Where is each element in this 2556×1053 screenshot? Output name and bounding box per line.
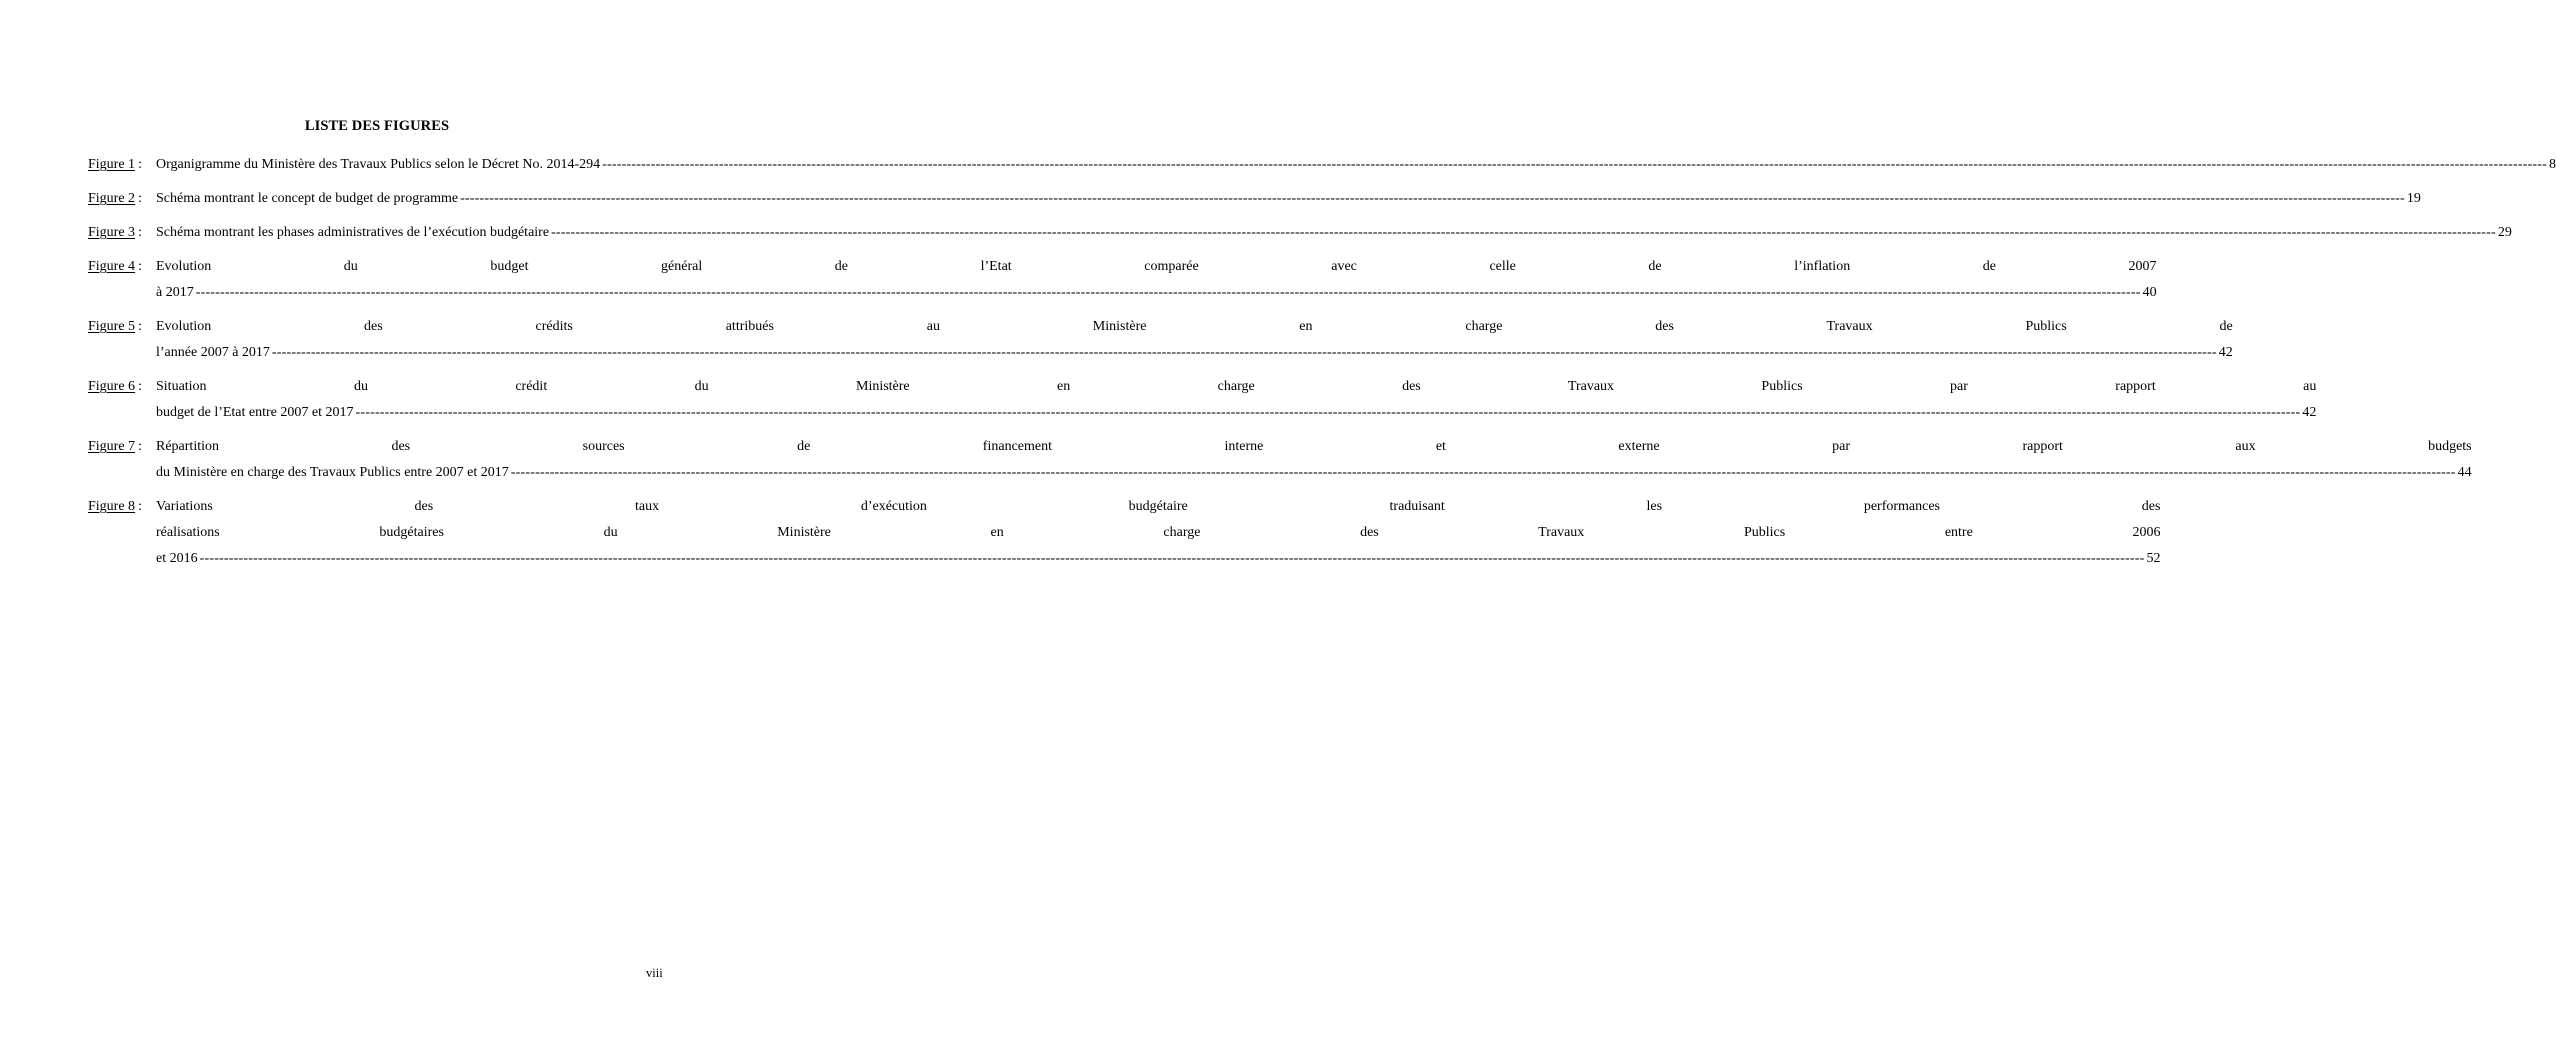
figure-caption bbox=[156, 186, 2421, 212]
figure-caption bbox=[156, 434, 2472, 486]
figure-label-link[interactable]: Figure 2 bbox=[88, 191, 136, 206]
figure-caption-last-line bbox=[156, 460, 2472, 486]
dot-leader: ---------------------------------------------------------------------------------------------------------------------------------------------------------------------------------------------------------------------------------------------------------------------------------------------------------------------------------------------------------------------------------------------------------------- bbox=[195, 285, 2141, 300]
page-number: 44 bbox=[2457, 465, 2472, 480]
figure-label-link[interactable]: Figure 8 bbox=[88, 499, 136, 514]
dot-leader: ---------------------------------------------------------------------------------------------------------------------------------------------------------------------------------------------------------------------------------------------------------------------------------------------------------------------------------------------------------------------------------------------------------------- bbox=[510, 465, 2456, 480]
figure-caption-last-line bbox=[156, 152, 2556, 178]
figure-caption-line: Organigramme du Ministère des Travaux Publics selon le Décret No. 2014-294 bbox=[156, 157, 601, 172]
figure-caption bbox=[156, 314, 2233, 366]
figure-label-colon: : bbox=[138, 439, 142, 454]
figure-caption-last-line bbox=[156, 546, 2160, 572]
page-number: 42 bbox=[2302, 405, 2317, 420]
figure-entry bbox=[88, 186, 2421, 212]
figure-label-wrap bbox=[88, 434, 156, 460]
figure-label-wrap bbox=[88, 314, 156, 340]
figure-label-wrap bbox=[88, 186, 156, 212]
page-number: 19 bbox=[2406, 191, 2421, 206]
figure-label-wrap bbox=[88, 254, 156, 280]
dot-leader: ---------------------------------------------------------------------------------------------------------------------------------------------------------------------------------------------------------------------------------------------------------------------------------------------------------------------------------------------------------------------------------------------------------------- bbox=[355, 405, 2301, 420]
figure-caption-line: réalisations budgétaires du Ministère en charge des Travaux Publics entre 2006 bbox=[156, 525, 2161, 540]
figure-caption bbox=[156, 254, 2157, 306]
page-number: 52 bbox=[2146, 551, 2161, 566]
figure-caption-line: Evolution du budget général de l’Etat comparée avec celle de l’inflation de 2007 bbox=[156, 259, 2157, 274]
figure-entry bbox=[88, 434, 2472, 486]
figure-label-link[interactable]: Figure 5 bbox=[88, 319, 136, 334]
dot-leader: ---------------------------------------------------------------------------------------------------------------------------------------------------------------------------------------------------------------------------------------------------------------------------------------------------------------------------------------------------------------------------------------------------------------- bbox=[460, 191, 2405, 206]
footer-page-number: viii bbox=[646, 966, 663, 980]
figure-entry bbox=[88, 220, 2512, 246]
figure-label-colon: : bbox=[138, 191, 142, 206]
figure-caption-last-line bbox=[156, 220, 2512, 246]
figure-label-wrap bbox=[88, 374, 156, 400]
figure-caption bbox=[156, 494, 2160, 572]
page-title: LISTE DES FIGURES bbox=[304, 118, 450, 134]
figure-label-link[interactable]: Figure 4 bbox=[88, 259, 136, 274]
dot-leader: ---------------------------------------------------------------------------------------------------------------------------------------------------------------------------------------------------------------------------------------------------------------------------------------------------------------------------------------------------------------------------------------------------------------- bbox=[551, 225, 2496, 240]
figure-caption-line: du Ministère en charge des Travaux Publics entre 2007 et 2017 bbox=[156, 465, 509, 480]
figure-caption-line: Schéma montrant le concept de budget de programme bbox=[156, 191, 459, 206]
figure-label-colon: : bbox=[138, 225, 142, 240]
figure-label-wrap bbox=[88, 152, 156, 178]
figure-entry bbox=[88, 374, 2317, 426]
dot-leader: ---------------------------------------------------------------------------------------------------------------------------------------------------------------------------------------------------------------------------------------------------------------------------------------------------------------------------------------------------------------------------------------------------------------- bbox=[602, 157, 2548, 172]
figure-caption-line: Variations des taux d’exécution budgétaire traduisant les performances des bbox=[156, 499, 2161, 514]
figure-caption-last-line bbox=[156, 340, 2233, 366]
figure-caption bbox=[156, 374, 2316, 426]
figure-caption-last-line bbox=[156, 400, 2316, 426]
figure-label-colon: : bbox=[138, 259, 142, 274]
dot-leader: ---------------------------------------------------------------------------------------------------------------------------------------------------------------------------------------------------------------------------------------------------------------------------------------------------------------------------------------------------------------------------------------------------------------- bbox=[199, 551, 2145, 566]
figure-caption-line: Schéma montrant les phases administratives de l’exécution budgétaire bbox=[156, 225, 550, 240]
figure-label-link[interactable]: Figure 7 bbox=[88, 439, 136, 454]
page-number: 8 bbox=[2549, 157, 2556, 172]
figure-caption bbox=[156, 220, 2512, 246]
figure-caption-line: budget de l’Etat entre 2007 et 2017 bbox=[156, 405, 354, 420]
figure-caption-last-line bbox=[156, 280, 2157, 306]
figure-caption-line: Evolution des crédits attribués au Ministère en charge des Travaux Publics de bbox=[156, 319, 2233, 334]
figure-caption-line: et 2016 bbox=[156, 551, 198, 566]
page-number: 40 bbox=[2142, 285, 2157, 300]
figure-label-link[interactable]: Figure 1 bbox=[88, 157, 136, 172]
page-number: 29 bbox=[2497, 225, 2512, 240]
figure-entry bbox=[88, 152, 2556, 178]
figure-label-colon: : bbox=[138, 499, 142, 514]
figure-entry bbox=[88, 254, 2157, 306]
figure-list bbox=[88, 152, 2556, 580]
figure-label-wrap bbox=[88, 220, 156, 246]
figure-entry bbox=[88, 314, 2233, 366]
figure-label-link[interactable]: Figure 3 bbox=[88, 225, 136, 240]
figure-label-colon: : bbox=[138, 157, 142, 172]
figure-caption-line: à 2017 bbox=[156, 285, 194, 300]
figure-label-wrap bbox=[88, 494, 156, 520]
dot-leader: ---------------------------------------------------------------------------------------------------------------------------------------------------------------------------------------------------------------------------------------------------------------------------------------------------------------------------------------------------------------------------------------------------------------- bbox=[271, 345, 2217, 360]
figure-label-colon: : bbox=[138, 319, 142, 334]
figure-caption-line: Situation du crédit du Ministère en charge des Travaux Publics par rapport au bbox=[156, 379, 2317, 394]
figure-entry bbox=[88, 494, 2161, 572]
figure-label-link[interactable]: Figure 6 bbox=[88, 379, 136, 394]
figure-caption-last-line bbox=[156, 186, 2421, 212]
figure-caption-line: l’année 2007 à 2017 bbox=[156, 345, 270, 360]
figure-caption-line: Répartition des sources de financement interne et externe par rapport aux budgets bbox=[156, 439, 2472, 454]
figure-label-colon: : bbox=[138, 379, 142, 394]
page-number: 42 bbox=[2218, 345, 2233, 360]
figure-caption bbox=[156, 152, 2556, 178]
